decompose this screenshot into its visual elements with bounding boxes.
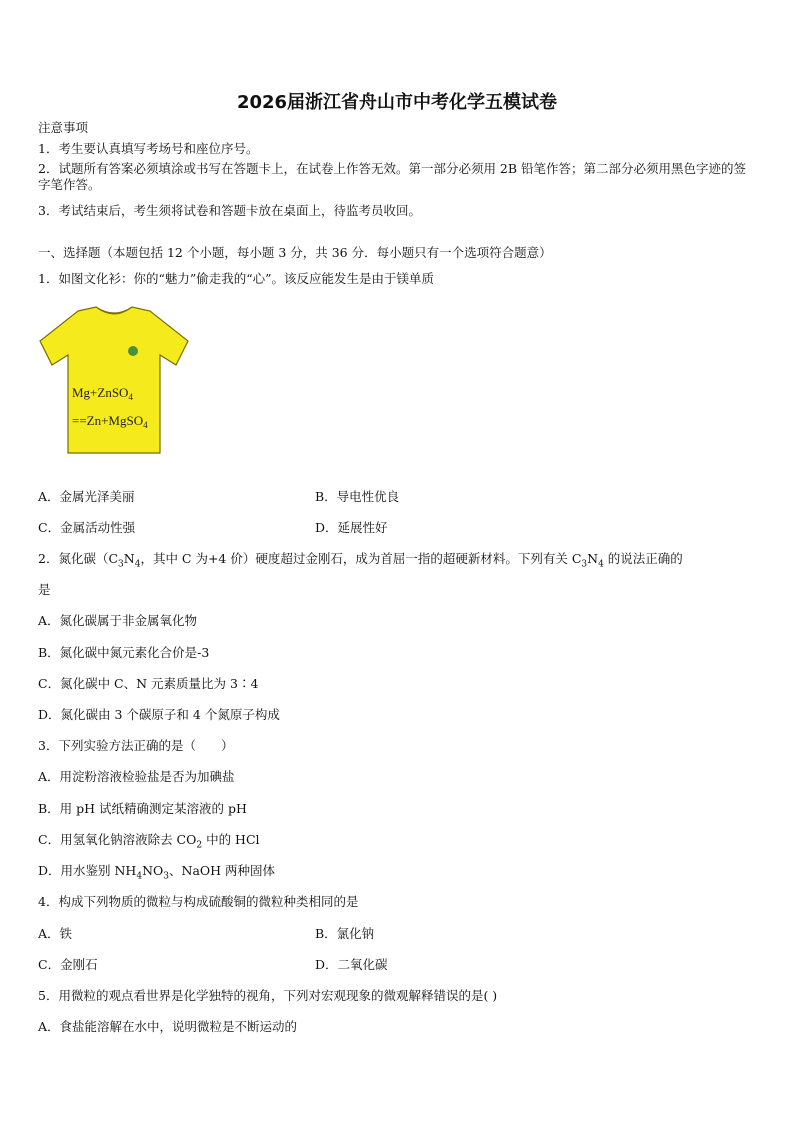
q4-option-d: D．二氧化碳 [315, 957, 388, 972]
q3-option-c: C．用氢氧化钠溶液除去 $CO_2$ 中的 HCl [38, 832, 260, 851]
notice-item-3: 3．考试结束后，考生须将试卷和答题卡放在桌面上，待监考员收回。 [38, 203, 421, 218]
q1-option-c: C．金属活动性强 [38, 520, 136, 535]
q1-option-a: A．金属光泽美丽 [38, 489, 135, 504]
q2-option-a: A．氮化碳属于非金属氧化物 [38, 613, 198, 628]
q4-option-a: A．铁 [38, 926, 73, 941]
notice-heading: 注意事项 [38, 120, 89, 135]
q2-option-b: B．氮化碳中氮元素化合价是-3 [38, 645, 210, 660]
question-2-stem: 2．氮化碳（$C_3N_4$，其中 C 为+4 价）硬度超过金刚石，成为首屈一指的超硬新材料。下列有关 $C_3N_4$ 的说法正确的 [38, 551, 683, 570]
q4-option-b: B．氯化钠 [315, 926, 375, 941]
q3-option-a: A．用淀粉溶液检验盐是否为加碘盐 [38, 769, 235, 784]
question-5-stem: 5．用微粒的观点看世界是化学独特的视角，下列对宏观现象的微观解释错误的是( ) [38, 988, 498, 1003]
page-title: 2026届浙江省舟山市中考化学五模试卷 [236, 92, 558, 113]
q2-option-d: D．氮化碳由 3 个碳原子和 4 个氮原子构成 [38, 707, 280, 722]
tshirt-shape [40, 307, 188, 453]
tshirt-image [38, 305, 190, 457]
shirt-equation-line1: Mg+ZnSO$_4$ [72, 385, 133, 402]
question-1-stem: 1．如图文化衫：你的“魅力”偷走我的“心”。该反应能发生是由于镁单质 [38, 271, 435, 286]
question-4-stem: 4．构成下列物质的微粒与构成硫酸铜的微粒种类相同的是 [38, 894, 359, 909]
question-3-stem: 3．下列实验方法正确的是（ ） [38, 738, 234, 753]
q1-option-d: D．延展性好 [315, 520, 388, 535]
q4-option-c: C．金刚石 [38, 957, 98, 972]
q1-option-b: B．导电性优良 [315, 489, 400, 504]
q3-option-d: D．用水鉴别 $NH_4NO_3$、NaOH 两种固体 [38, 863, 276, 882]
question-2-stem-cont: 是 [38, 582, 51, 597]
shirt-equation-line2: ==Zn+MgSO$_4$ [72, 413, 148, 430]
notice-item-2: 2．试题所有答案必须填涂或书写在答题卡上，在试卷上作答无效。第一部分必须用 2B 铅笔作答；第二部分必须用黑色字迹的签字笔作答。 [38, 161, 747, 192]
q2-option-c: C．氮化碳中 C、N 元素质量比为 3∶4 [38, 676, 259, 691]
notice-item-1: 1．考生要认真填写考场号和座位序号。 [38, 141, 259, 156]
tshirt-logo-icon [128, 346, 138, 356]
q5-option-a: A．食盐能溶解在水中，说明微粒是不断运动的 [38, 1019, 298, 1034]
q3-option-b: B．用 pH 试纸精确测定某溶液的 pH [38, 801, 247, 816]
section-heading: 一、选择题（本题包括 12 个小题，每小题 3 分，共 36 分．每小题只有一个选项符合题意） [38, 245, 552, 260]
